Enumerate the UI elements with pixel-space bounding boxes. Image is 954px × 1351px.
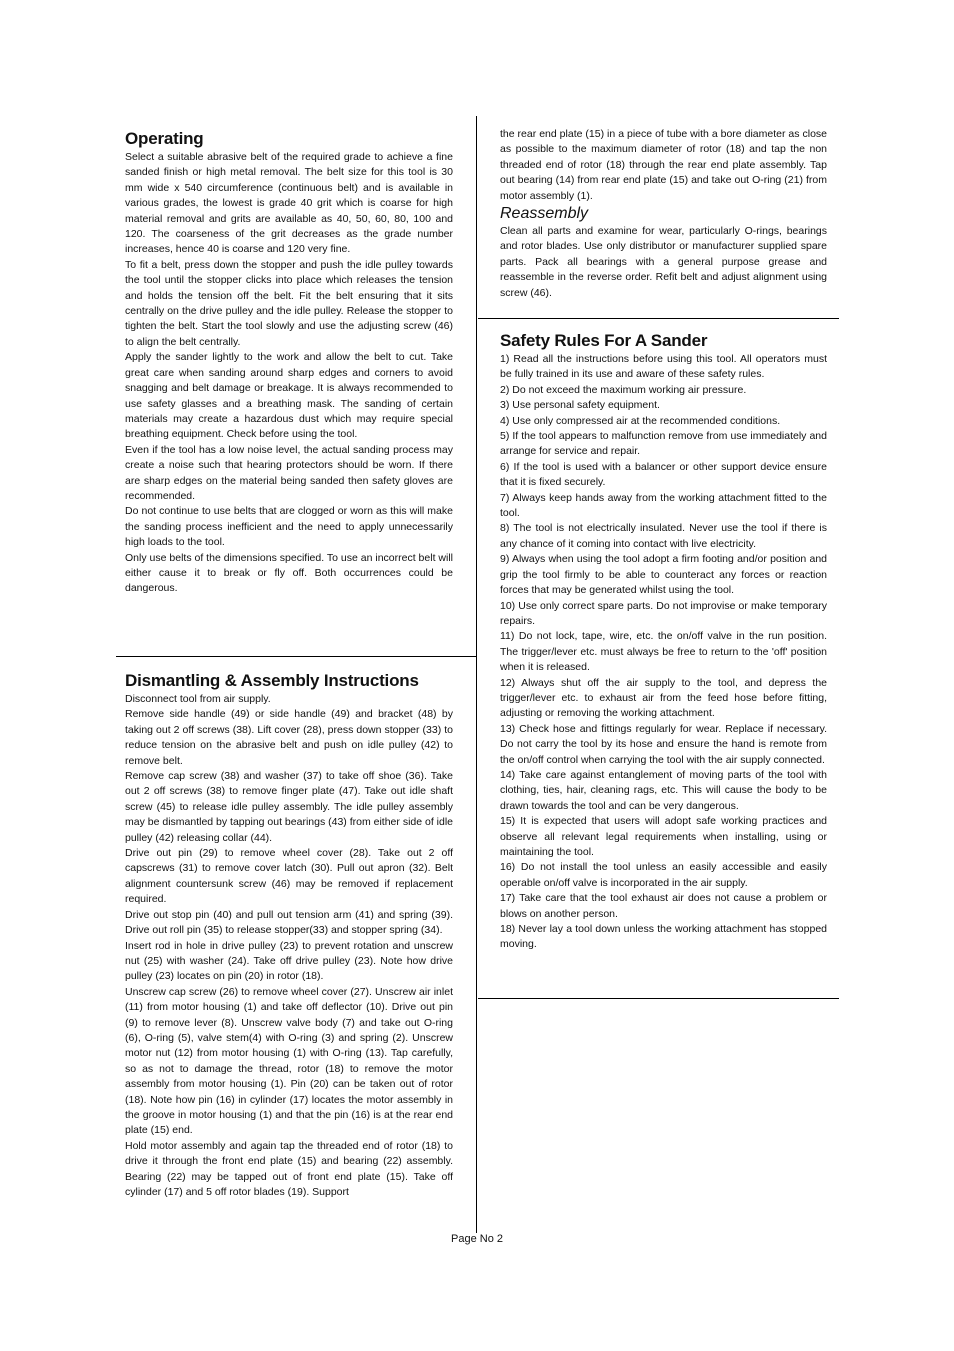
dismantling-heading: Dismantling & Assembly Instructions	[125, 671, 419, 690]
reassembly-paragraph: Clean all parts and examine for wear, particularly O-rings, bearings and rotor blades. Use only distributor or manufacturer supplied spare parts. Pack all bearings with a general purpose grease and reassemble in the reverse order. Refit belt and adjust alignment using screw (46).	[500, 225, 827, 299]
safety-rule: 18) Never lay a tool down unless the working attachment has stopped moving.	[500, 923, 827, 951]
operating-paragraph: Apply the sander lightly to the work and allow the belt to cut. Take great care when sanding around sharp edges and corners to avoid snagging and belt damage or breakage. It is always recommended to use safety glasses and a breathing mask. The sanding of certain materials may create a hazardous dust which may require special breathing equipment. Check before using the tool.	[125, 351, 453, 441]
right-column	[500, 127, 827, 301]
safety-rule: 13) Check hose and fittings regularly for wear. Replace if necessary. Do not carry the tool by its hose and ensure the hand is remote from the on/off control when carrying the tool with the air supply connected.	[500, 722, 827, 766]
dismantling-paragraph: Insert rod in hole in drive pulley (23) to prevent rotation and unscrew nut (25) with washer (24). Take off drive pulley (23). Note how drive pulley (23) locates on pin (20) in rotor (18).	[125, 939, 453, 983]
operating-paragraph: Only use belts of the dimensions specified. To use an incorrect belt will either cause it to break or fly off. Both occurrences could be dangerous.	[125, 551, 453, 595]
section-rule-left	[116, 656, 476, 657]
left-column	[125, 128, 453, 597]
left-column-lower	[125, 670, 453, 1200]
safety-rule: 14) Take care against entanglement of moving parts of the tool with clothing, ties, hair, cleaning rags, etc. This will cause the body to be drawn towards the tool and can be very dangerous.	[500, 768, 827, 812]
dismantling-paragraph: Hold motor assembly and again tap the threaded end of rotor (18) to drive it through the front end plate (15) and bearing (22) assembly. Bearing (22) may be tapped out of front end plate (15). Take off cylinder (17) and 5 off rotor blades (19). Support	[125, 1139, 453, 1198]
safety-rule: 4) Use only compressed air at the recommended conditions.	[500, 414, 781, 427]
safety-rule: 9) Always when using the tool adopt a firm footing and/or position and grip the tool firmly to be able to counteract any forces or reaction forces that may be generated whilst using the tool.	[500, 553, 827, 597]
safety-rule: 12) Always shut off the air supply to the tool, and depress the trigger/lever etc. to exhaust air from the feed hose before fitting, adjusting or removing the working attachment.	[500, 676, 827, 720]
safety-section	[500, 330, 827, 953]
column-divider	[476, 116, 477, 1233]
dismantling-paragraph: Unscrew cap screw (26) to remove wheel cover (27). Unscrew air inlet (11) from motor housing (1) and take off deflector (10). Drive out pin (9) to remove lever (8). Unscrew valve body (7) and take out O-ring (6), O-ring (5), valve stem(4) with O-ring (3) and spring (2). Unscrew motor nut (12) from motor housing (1) with O-ring (13). Tap carefully, so as not to damage the thread, rotor (18) to remove the motor assembly from motor housing (1). Pin (20) can be taken out of rotor (18). Note how pin (16) in cylinder (17) locates the motor assembly in the groove in motor housing (1) and that the pin (16) is at the rear end plate (15) end.	[125, 985, 453, 1137]
operating-paragraph: Do not continue to use belts that are clogged or worn as this will make the sanding process inefficient and the need to apply unnecessarily high loads to the tool.	[125, 505, 453, 549]
safety-rule: 8) The tool is not electrically insulated. Never use the tool if there is any chance of it coming into contact with live electricity.	[500, 522, 827, 550]
operating-paragraph: Select a suitable abrasive belt of the required grade to achieve a fine sanded finish or high metal removal. The belt size for this tool is 30 mm wide x 540 circumference (continuous belt) and is available in various grades, the lowest is grade 40 grit which is coarse for high material removal and grits are available as 40, 50, 60, 80, 100 and 120. The coarseness of the grit decreases as the grade number increases, hence 40 is coarse and 120 very fine.	[125, 151, 453, 256]
safety-rule: 6) If the tool is used with a balancer or other support device ensure that it is fixed securely.	[500, 460, 827, 489]
safety-rule: 11) Do not lock, tape, wire, etc. the on/off valve in the run position. The trigger/lever etc. must always be free to return to the 'off' position when it is released.	[500, 630, 827, 674]
dismantling-paragraph: Drive out stop pin (40) and pull out tension arm (41) and spring (39). Drive out roll pin (35) to release stopper(33) and stopper spring (34).	[125, 908, 453, 937]
safety-rule: 5) If the tool appears to malfunction remove from use immediately and arrange for service and repair.	[500, 430, 827, 458]
safety-rule: 7) Always keep hands away from the working attachment fitted to the tool.	[500, 491, 827, 520]
safety-rule: 3) Use personal safety equipment.	[500, 399, 660, 412]
safety-rule: 2) Do not exceed the maximum working air pressure.	[500, 383, 747, 396]
dismantling-paragraph: Remove cap screw (38) and washer (37) to take off shoe (36). Take out 2 off screws (38) to remove finger plate (47). Take out idle shaft screw (45) to release idle pulley assembly. The idle pulley assembly may be dismantled by tapping out bearings (43) from either side of idle pulley (42) releasing collar (44).	[125, 770, 454, 844]
dismantling-paragraph: Disconnect tool from air supply.	[125, 693, 271, 705]
operating-paragraph: Even if the tool has a low noise level, the actual sanding process may create a noise such that hearing protectors should be worn. If there are sharp edges on the material being sanded then safety gloves are recommended.	[125, 443, 453, 502]
safety-heading: Safety Rules For A Sander	[500, 331, 708, 350]
operating-heading: Operating	[125, 129, 204, 148]
page-number: Page No 2	[451, 1233, 503, 1245]
safety-rule: 17) Take care that the tool exhaust air does not cause a problem or blows on another person.	[500, 892, 827, 920]
safety-rule: 15) It is expected that users will adopt safe working practices and observe all relevant legal requirements when installing, using or maintaining the tool.	[500, 815, 827, 858]
right-column-lower	[500, 330, 827, 953]
reassembly-heading: Reassembly	[500, 205, 589, 223]
safety-rule: 10) Use only correct spare parts. Do not improvise or make temporary repairs.	[500, 599, 827, 627]
section-rule-right-bottom	[478, 998, 839, 999]
reassembly-section	[500, 204, 827, 301]
operating-paragraph: To fit a belt, press down the stopper and push the idle pulley towards the tool until the stopper clicks into place which releases the tension and holds the tension off the belt. Fit the belt ensuring that it sits centrally on the drive pulley and the idle pulley. Release the stopper to tighten the belt. Start the tool slowly and use the adjusting screw (46) to align the belt centrally.	[125, 258, 453, 348]
continued-section	[500, 127, 827, 204]
continued-paragraph: the rear end plate (15) in a piece of tube with a bore diameter as close as possible to the maximum diameter of rotor (18) and tap the non threaded end of rotor (18) through the rear end plate assembly. Tap out bearing (14) from rear end plate (15) and take out O-ring (21) from motor assembly (1).	[500, 128, 827, 202]
dismantling-paragraph: Drive out pin (29) to remove wheel cover (28). Take out 2 off capscrews (31) to remove cover latch (30). Pull out apron (32). Belt alignment countersunk screw (46) may be removed if replacement required.	[125, 847, 453, 906]
dismantling-section	[125, 670, 453, 1200]
safety-rule: 16) Do not install the tool unless an easily accessible and easily operable on/off valve is incorporated in the air supply.	[500, 861, 827, 889]
dismantling-paragraph: Remove side handle (49) or side handle (49) and bracket (48) by taking out 2 off screws (38). Lift cover (28), press down stopper (33) to reduce tension on the abrasive belt and push on idle pulley (42) to remove belt.	[125, 708, 453, 767]
operating-section	[125, 128, 453, 597]
safety-rule: 1) Read all the instructions before using this tool. All operators must be fully trained in its use and aware of these safety rules.	[500, 353, 827, 381]
section-rule-right-top	[478, 318, 839, 319]
